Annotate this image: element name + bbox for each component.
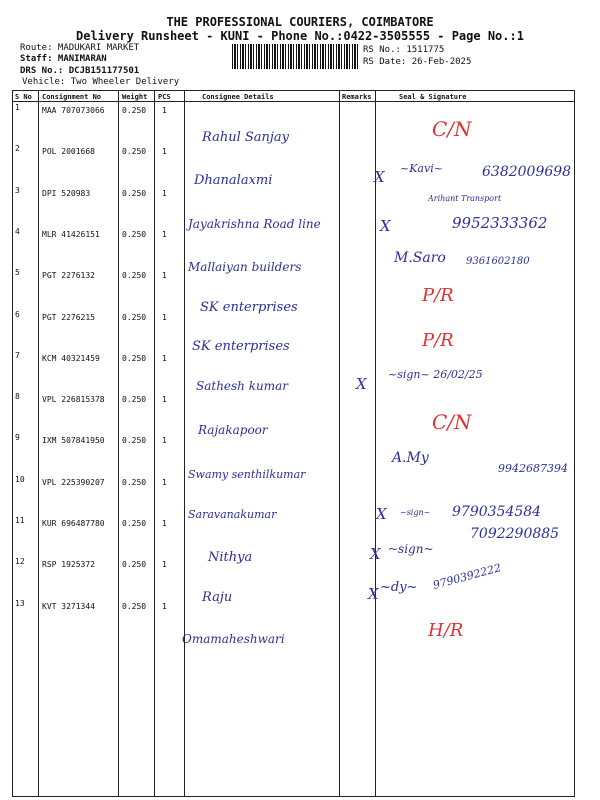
row-consignment-no: DPI 520983 — [42, 188, 91, 198]
row-sno: 13 — [15, 598, 25, 608]
row-weight: 0.250 — [122, 477, 147, 487]
company-title: THE PROFESSIONAL COURIERS, COIMBATORE — [166, 15, 434, 29]
signature-phone: 6382009698 — [482, 164, 572, 180]
remark-x-mark: X — [368, 585, 379, 603]
row-pcs: 1 — [162, 312, 167, 322]
row-pcs: 1 — [162, 106, 167, 115]
runsheet-table — [12, 90, 575, 798]
row-sno: 3 — [15, 185, 20, 195]
consignee-handwriting: SK enterprises — [200, 300, 298, 315]
row-pcs: 1 — [162, 560, 167, 570]
col-header-weight: Weight — [122, 93, 148, 101]
row-sno: 1 — [15, 103, 20, 112]
remark-x-mark: X — [376, 505, 387, 523]
row-pcs: 1 — [162, 519, 167, 528]
signature-note: Arihant Transport — [428, 194, 502, 203]
col-header-remarks: Remarks — [342, 93, 372, 101]
row-weight: 0.250 — [122, 271, 147, 281]
consignee-handwriting: Sathesh kumar — [196, 379, 288, 393]
row-pcs: 1 — [162, 188, 167, 198]
row-consignment-no: MAA 707073066 — [42, 106, 105, 115]
row-pcs: 1 — [162, 601, 167, 611]
row-consignment-no: KVT 3271344 — [42, 601, 95, 611]
consignee-handwriting: Dhanalaxmi — [194, 173, 273, 188]
barcode — [232, 44, 360, 69]
row-sno: 6 — [15, 309, 20, 319]
row-consignment-no: PGT 2276215 — [42, 312, 95, 322]
row-sno: 4 — [15, 226, 20, 236]
row-sno: 10 — [15, 474, 25, 484]
signature-phone: 7092290885 — [470, 526, 560, 542]
row-weight: 0.250 — [122, 147, 147, 157]
seal-mark: P/R — [422, 285, 454, 306]
remark-x-mark: X — [380, 217, 391, 235]
row-sno: 11 — [15, 516, 25, 525]
row-consignment-no: POL 2001668 — [42, 147, 95, 157]
consignee-handwriting: Omamaheshwari — [182, 632, 285, 646]
consignee-handwriting: Rajakapoor — [198, 423, 268, 437]
consignee-handwriting: Saravanakumar — [188, 508, 277, 521]
consignee-handwriting: Swamy senthilkumar — [188, 468, 306, 481]
row-weight: 0.250 — [122, 601, 147, 611]
signature-phone: 9790392222 — [431, 561, 503, 592]
consignee-handwriting: SK enterprises — [192, 339, 290, 354]
row-weight: 0.250 — [122, 436, 147, 446]
row-consignment-no: RSP 1925372 — [42, 560, 95, 570]
seal-mark: H/R — [428, 620, 464, 641]
seal-mark: C/N — [432, 117, 472, 141]
rs-date-label: RS Date: 26-Feb-2025 — [363, 57, 472, 67]
col-header-consignment: Consignment No — [42, 93, 102, 101]
runsheet-subtitle: Delivery Runsheet - KUNI - Phone No.:0422-3505555 - Page No.:1 — [76, 29, 524, 43]
signature-scribble: ~sign~ — [400, 508, 431, 517]
row-pcs: 1 — [162, 395, 167, 405]
row-consignment-no: KUR 696487780 — [42, 519, 105, 528]
row-pcs: 1 — [162, 436, 167, 446]
signature-phone: 9790354584 — [452, 504, 542, 520]
consignee-handwriting: Jayakrishna Road line — [188, 217, 321, 231]
signature-scribble: ~dy~ — [380, 580, 418, 595]
signature-scribble: A.My — [392, 450, 429, 466]
consignee-handwriting: Nithya — [208, 550, 253, 565]
drs-label: DRS No.: DCJB151177501 — [20, 66, 140, 76]
row-consignment-no: IXM 507841950 — [42, 436, 105, 446]
remark-x-mark: X — [356, 375, 367, 393]
row-weight: 0.250 — [122, 229, 147, 239]
staff-label: Staff: MANIMARAN — [20, 54, 107, 64]
row-sno: 9 — [15, 433, 20, 443]
col-header-consignee: Consignee Details — [202, 93, 274, 101]
row-weight: 0.250 — [122, 519, 147, 528]
row-sno: 2 — [15, 144, 20, 154]
row-pcs: 1 — [162, 353, 167, 363]
signature-phone: 9942687394 — [498, 462, 568, 475]
row-weight: 0.250 — [122, 188, 147, 198]
row-consignment-no: KCM 40321459 — [42, 353, 100, 363]
remark-x-mark: X — [374, 168, 385, 186]
consignee-handwriting: Rahul Sanjay — [202, 130, 290, 145]
signature-phone: 9361602180 — [466, 256, 530, 267]
row-sno: 7 — [15, 350, 20, 360]
row-pcs: 1 — [162, 271, 167, 281]
row-consignment-no: VPL 225390207 — [42, 477, 105, 487]
row-weight: 0.250 — [122, 395, 147, 405]
row-sno: 5 — [15, 268, 20, 278]
col-header-pcs: PCS — [158, 93, 171, 101]
row-consignment-no: PGT 2276132 — [42, 271, 95, 281]
row-weight: 0.250 — [122, 353, 147, 363]
consignee-handwriting: Raju — [202, 590, 233, 605]
col-header-signature: Seal & Signature — [399, 93, 467, 101]
row-pcs: 1 — [162, 477, 167, 487]
row-sno: 8 — [15, 392, 20, 402]
row-weight: 0.250 — [122, 560, 147, 570]
signature-scribble: ~sign~ — [388, 542, 434, 556]
route-label: Route: MADUKARI MARKET — [20, 43, 140, 53]
row-pcs: 1 — [162, 147, 167, 157]
row-sno: 12 — [15, 557, 25, 567]
vehicle-label: Vehicle: Two Wheeler Delivery — [22, 77, 180, 87]
seal-mark: C/N — [432, 410, 472, 434]
row-pcs: 1 — [162, 229, 167, 239]
signature-phone: 9952333362 — [452, 214, 548, 232]
signature-scribble: ~Kavi~ — [400, 162, 443, 175]
signature-scribble: M.Saro — [394, 250, 446, 266]
row-consignment-no: VPL 226815378 — [42, 395, 105, 405]
col-header-sno: S No — [15, 93, 32, 101]
rs-no-label: RS No.: 1511775 — [363, 45, 445, 55]
row-weight: 0.250 — [122, 106, 147, 115]
row-consignment-no: MLR 41426151 — [42, 229, 100, 239]
signature-scribble: ~sign~ 26/02/25 — [388, 368, 483, 381]
remark-x-mark: X — [370, 545, 381, 563]
seal-mark: P/R — [422, 330, 454, 351]
consignee-handwriting: Mallaiyan builders — [188, 260, 302, 274]
row-weight: 0.250 — [122, 312, 147, 322]
